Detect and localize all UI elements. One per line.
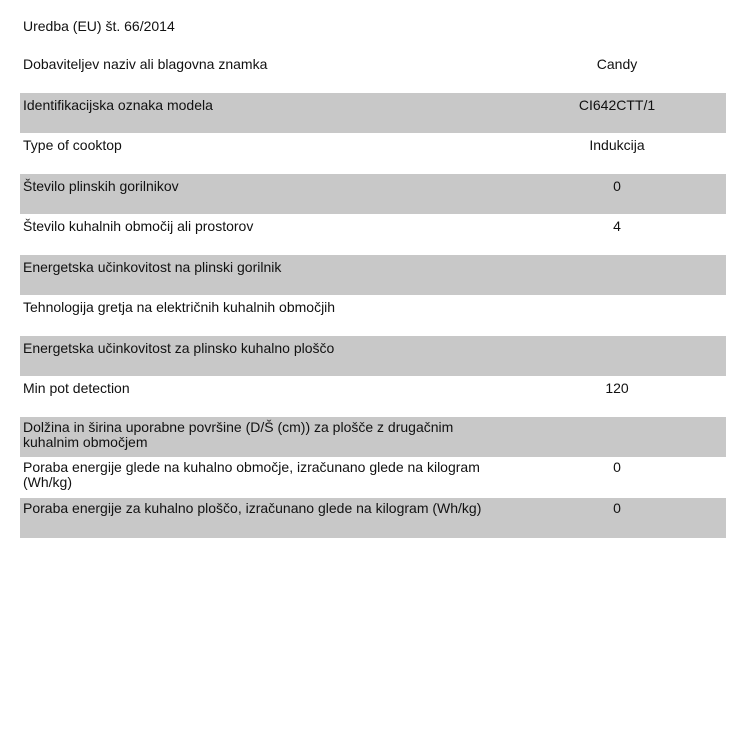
row-value: Indukcija: [589, 137, 645, 153]
row-label: Min pot detection: [23, 380, 130, 396]
row-label: Energetska učinkovitost za plinsko kuhalno ploščo: [23, 339, 335, 356]
regulation-title: Uredba (EU) št. 66/2014: [23, 18, 175, 34]
table-row: [20, 174, 726, 214]
row-value: 0: [613, 499, 621, 516]
row-value: [510, 295, 726, 335]
spec-document: [20, 0, 726, 538]
row-label: Identifikacijska oznaka modela: [23, 96, 213, 113]
row-label: Energetska učinkovitost na plinski gorilnik: [23, 258, 282, 275]
row-value: 0: [613, 459, 621, 475]
table-row: [20, 133, 726, 173]
table-row: [20, 52, 726, 92]
row-label: Poraba energije glede na kuhalno območje, izračunano glede na kilogram (Wh/kg): [23, 459, 480, 490]
table-row: [20, 255, 726, 295]
row-label: Tehnologija gretja na električnih kuhalnih območjih: [23, 299, 336, 315]
table-row: [20, 417, 726, 457]
table-row: [20, 214, 726, 254]
row-label: Type of cooktop: [23, 137, 122, 153]
row-label: Dobaviteljev naziv ali blagovna znamka: [23, 56, 268, 72]
row-value: 4: [613, 218, 621, 234]
table-row: [20, 376, 726, 416]
row-label: Dolžina in širina uporabne površine (D/Š (cm)) za plošče z drugačnim kuhalnim območjem: [23, 418, 454, 450]
row-value: 0: [613, 177, 621, 194]
table-row: [20, 295, 726, 335]
table-row: [20, 336, 726, 376]
row-label: Število kuhalnih območij ali prostorov: [23, 218, 254, 234]
row-value: 120: [605, 380, 629, 396]
row-label: Poraba energije za kuhalno ploščo, izračunano glede na kilogram (Wh/kg): [23, 499, 482, 516]
row-label: Število plinskih gorilnikov: [23, 177, 179, 194]
row-value: Candy: [596, 56, 638, 72]
row-value: CI642CTT/1: [578, 96, 656, 113]
spec-table: [20, 52, 726, 538]
row-value: [510, 255, 726, 295]
row-value: [510, 417, 726, 457]
table-row: [20, 457, 726, 497]
table-row: [20, 498, 726, 538]
row-value: [510, 336, 726, 376]
table-row: [20, 93, 726, 133]
